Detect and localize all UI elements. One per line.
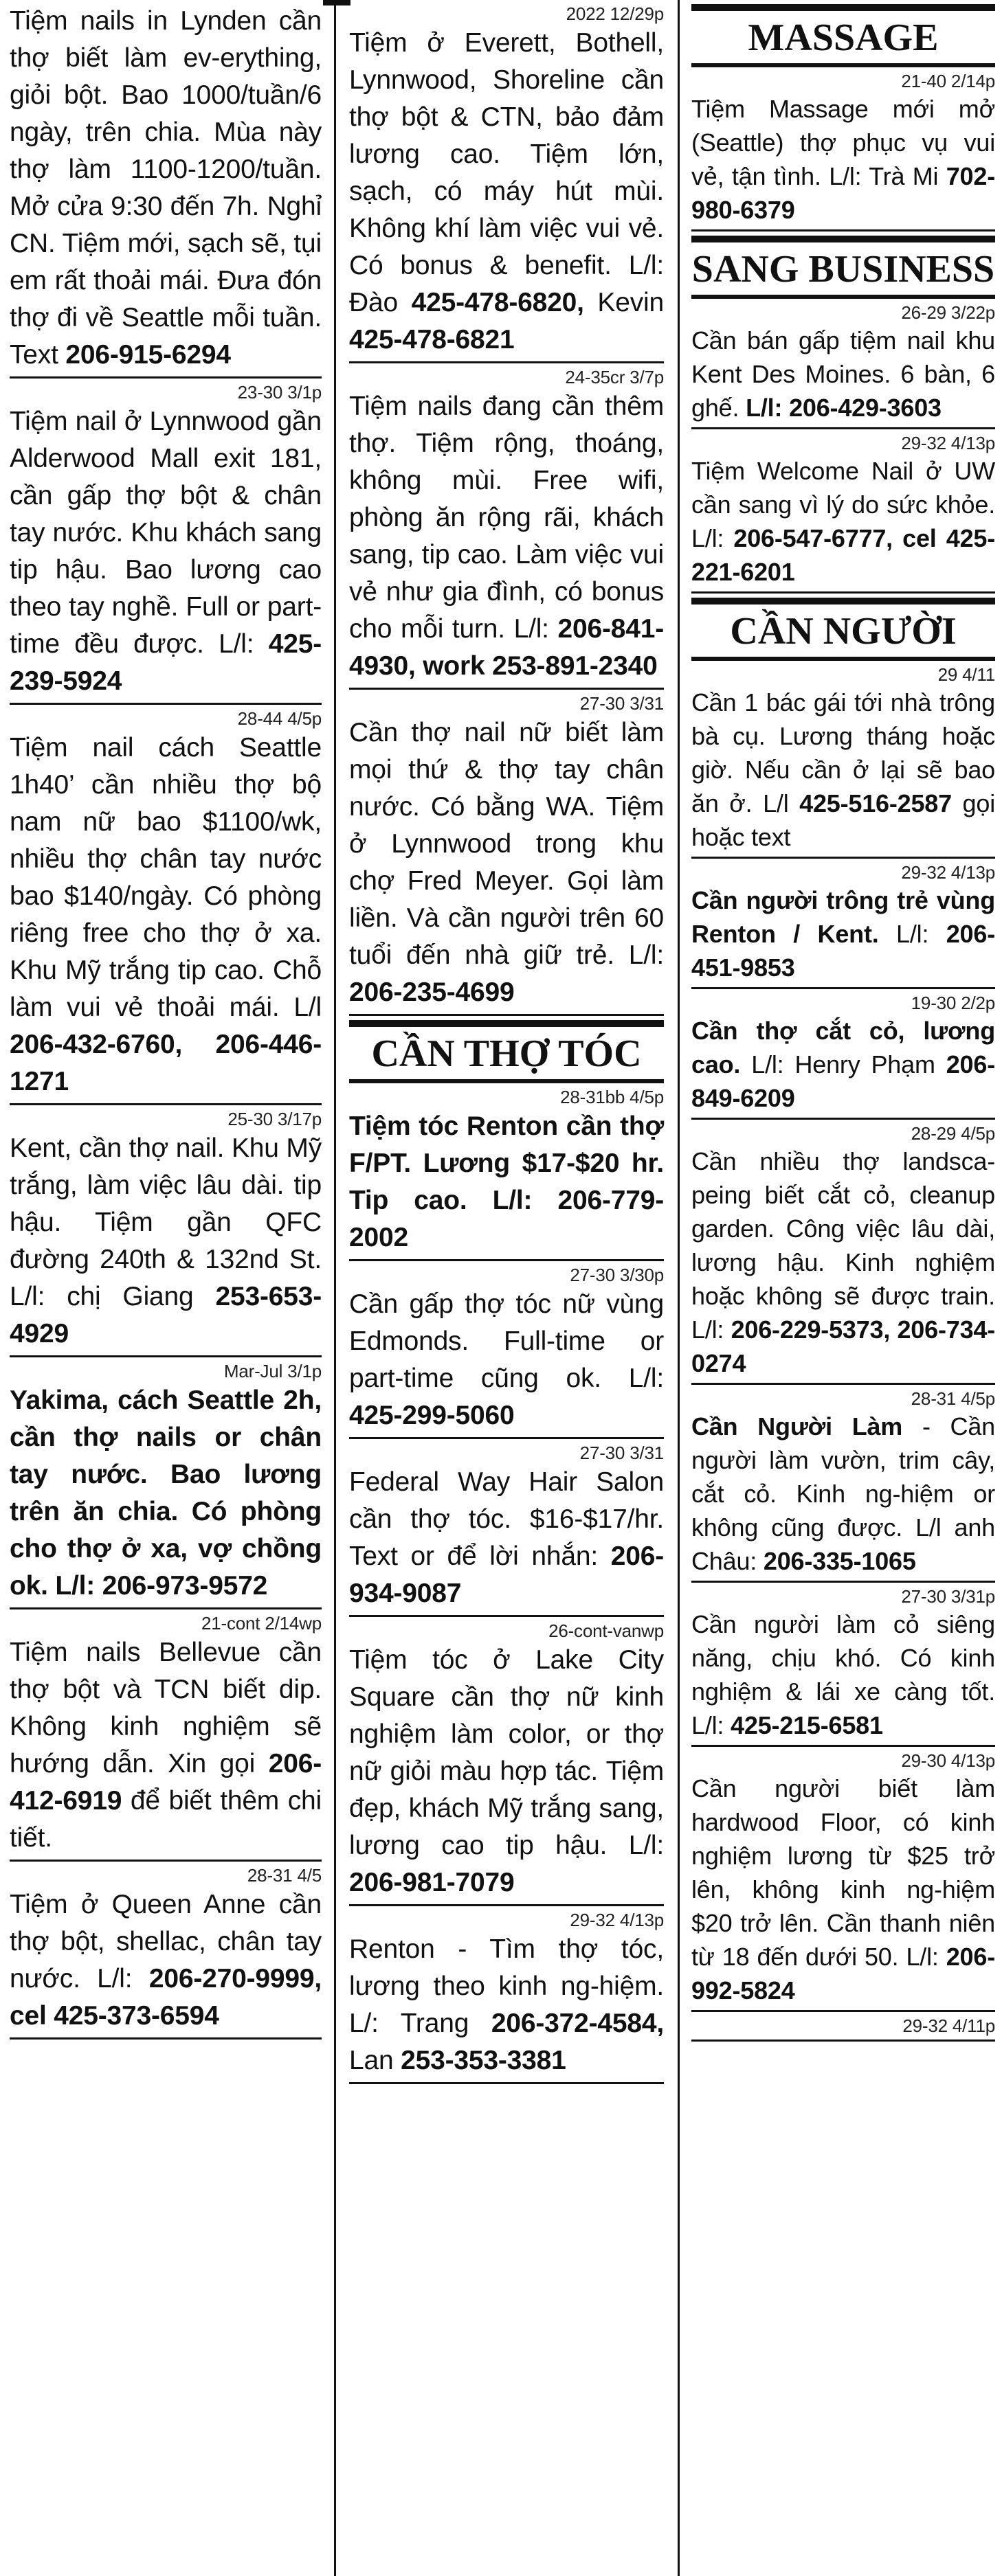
ad-body-text: Cần người biết làm hardwood Floor, có kinh nghiệm lương từ $25 trở lên, không kinh ng-hiệm $20 trở lên. Cần thanh niên từ 18 đến dưới 50. L/l: (691, 1774, 995, 1971)
ad-text (10, 1634, 322, 1857)
ad-code: 19-30 2/2p (911, 993, 995, 1013)
classified-ad (10, 1609, 322, 1862)
ad-text (691, 324, 995, 425)
ad-body-text: Kevin (583, 288, 664, 317)
ad-code: 27-30 3/31p (901, 1586, 995, 1607)
ad-contact: 206-412-6919 (10, 1749, 322, 1816)
ad-code: 28-29 4/5p (911, 1123, 995, 1144)
ad-code: 29-32 4/11p (902, 2015, 995, 2036)
ad-contact: 425-478-6820, (411, 288, 584, 317)
ad-text (10, 1130, 322, 1353)
ad-body-text: L/l: Henry Phạm (740, 1050, 946, 1078)
ad-contact: 253-353-3381 (401, 2046, 566, 2075)
ad-code: 26-29 3/22p (901, 302, 995, 323)
classified-ad (691, 661, 995, 859)
ad-contact: Yakima, cách Seattle 2h, cần thợ nails or chân tay nước. Bao lương trên ăn chia. Có phòng cho thợ ở xa, vợ chồng ok. L/l: 206-973-9572 (10, 1386, 322, 1601)
ad-text (691, 1607, 995, 1742)
ad-contact: 206-372-4584, (491, 2009, 664, 2038)
classified-ad (691, 989, 995, 1120)
ad-body-text: Renton - Tìm thợ tóc, lương theo kinh ng-hiệm. L/: Trang (349, 1934, 664, 2038)
ad-body-text: - Cần người làm vườn, trim cây, cắt cỏ. Kinh ng-hiệm or không cũng được. L/l anh Châu: (691, 1412, 995, 1575)
ad-body-text: gọi hoặc text (691, 789, 995, 851)
ad-code: Mar-Jul 3/1p (223, 1361, 322, 1381)
classified-ad (10, 379, 322, 705)
ad-text (349, 1931, 664, 2079)
ad-text (349, 714, 664, 1011)
ad-contact: 425-299-5060 (349, 1401, 515, 1430)
ad-code: 28-44 4/5p (237, 708, 322, 729)
ad-text (349, 25, 664, 359)
ad-code: 27-30 3/30p (570, 1265, 664, 1285)
ad-text (10, 1886, 322, 2035)
ad-body-text: Tiệm tóc ở Lake City Square cần thợ nữ kinh nghiệm làm color, or thợ nữ giỏi màu hợp tác. Tiệm đẹp, khách Mỹ trắng sang, lương cao tip hậu. L/l: (349, 1645, 664, 1860)
column-nail-ads (0, 0, 331, 2576)
ad-contact: 206-235-4699 (349, 978, 515, 1007)
ad-text (691, 1772, 995, 2007)
section-heading: MASSAGE (691, 4, 995, 67)
ad-contact: Cần người trông trẻ vùng Renton / Kent. (691, 886, 995, 948)
ad-contact: 425-516-2587 (799, 789, 952, 817)
ad-contact: 206-335-1065 (763, 1547, 916, 1575)
classified-ad (691, 67, 995, 231)
classified-ad (349, 690, 664, 1016)
classified-ad (349, 1439, 664, 1617)
classified-ad (691, 1120, 995, 1385)
ad-contact: Cần thợ cắt cỏ, lương cao. (691, 1017, 995, 1078)
ad-text (691, 1144, 995, 1380)
classified-ad (349, 1083, 664, 1261)
ad-body-text: Lan (349, 2046, 401, 2075)
classified-ad (349, 1906, 664, 2084)
ad-text (10, 1382, 322, 1605)
classified-ad (349, 363, 664, 690)
ad-contact: Tiệm tóc Renton cần thợ F/PT. Lương $17-$20 hr. Tip cao. L/l: 206-779-2002 (349, 1111, 664, 1252)
ad-code: 29-32 4/13p (901, 433, 995, 453)
ad-code: 29-32 4/13p (570, 1910, 664, 1930)
ad-contact: 206-849-6209 (691, 1050, 995, 1112)
classified-ad (691, 299, 995, 429)
ad-body-text: L/l: (878, 920, 946, 948)
classified-ad (691, 1583, 995, 1747)
ad-body-text: để biết thêm chi tiết. (10, 1786, 322, 1853)
section-heading: SANG BUSINESS (691, 236, 995, 299)
ad-contact: 206-229-5373, 206-734-0274 (691, 1315, 995, 1377)
ad-contact: 425-215-6581 (731, 1711, 883, 1739)
ad-contact: 206-841-4930, work 253-891-2340 (349, 614, 664, 681)
ad-text (691, 454, 995, 589)
ad-text (691, 1410, 995, 1578)
classified-ad (691, 859, 995, 989)
column-misc-ads (682, 0, 1002, 2576)
ad-body-text: Cần gấp thợ tóc nữ vùng Edmonds. Full-time or part-time cũng ok. L/l: (349, 1289, 664, 1393)
ad-body-text: Tiệm nails in Lynden cần thợ biết làm ev-erything, giỏi bột. Bao 1000/tuần/6 ngày, trên chia. Mùa này thợ làm 1100-1200/tuần. Mở cửa 9:30 đến 7h. Nghỉ CN. Tiệm mới, sạch sẽ, tụi em rất thoải mái. Đưa đón thợ đi về Seattle mỗi tuần. Text (10, 6, 322, 370)
ad-body-text: Tiệm ở Everett, Bothell, Lynnwood, Shoreline cần thợ bột & CTN, bảo đảm lương cao. Tiệm lớn, sạch, có máy hút mùi. Không khí làm việc vui vẻ. Có bonus & benefit. L/l: Đào (349, 28, 664, 317)
ad-body-text: Tiệm nail cách Seattle 1h40’ cần nhiều thợ bộ nam nữ bao $1100/wk, nhiều thợ chân tay nước bao $140/ngày. Có phòng riêng free cho thợ ở xa. Khu Mỹ trắng tip cao. Chỗ làm vui vẻ thoải mái. L/l (10, 733, 322, 1022)
ad-body-text: Cần thợ nail nữ biết làm mọi thứ & thợ tay chân nước. Có bằng WA. Tiệm ở Lynnwood trong khu chợ Fred Meyer. Gọi làm liền. Và cần người trên 60 tuổi đến nhà giữ trẻ. L/l: (349, 718, 664, 970)
ad-body-text: Cần 1 bác gái tới nhà trông bà cụ. Lương tháng hoặc giờ. Nếu cần ở lại sẽ bao ăn ở. L/l (691, 688, 995, 817)
ad-contact: 206-270-9999, cel 425-373-6594 (10, 1964, 322, 2031)
ad-code: 21-40 2/14p (901, 71, 995, 91)
ad-code: 28-31bb 4/5p (560, 1087, 664, 1107)
ad-contact: 206-934-9087 (349, 1541, 664, 1608)
ad-body-text: Cần người làm cỏ siêng năng, chịu khó. Có kinh nghiệm & lái xe càng tốt. L/l: (691, 1610, 995, 1739)
ad-text (349, 1286, 664, 1434)
ad-code: 29-30 4/13p (901, 1750, 995, 1771)
ad-contact: Cần Người Làm (691, 1412, 903, 1440)
ad-code: 29 4/11 (937, 664, 995, 685)
classified-ad (10, 1862, 322, 2040)
ad-contact: 253-653-4929 (10, 1282, 322, 1348)
ad-contact: 206-981-7079 (349, 1868, 515, 1897)
classified-ad (691, 1385, 995, 1583)
section-heading: CẦN NGƯỜI (691, 598, 995, 661)
ad-code: 24-35cr 3/7p (565, 367, 664, 387)
ad-body-text: Tiệm nails Bellevue cần thợ bột và TCN biết dip. Không kinh nghiệm sẽ hướng dẫn. Xin gọi (10, 1638, 322, 1778)
classified-ad (349, 0, 664, 363)
ad-code: 26-cont-vanwp (548, 1620, 664, 1641)
ad-text (10, 3, 322, 374)
ad-text (349, 1464, 664, 1612)
classified-ad (691, 1747, 995, 2012)
ad-code: 29-32 4/13p (901, 862, 995, 883)
ad-code: 27-30 3/31 (579, 1443, 664, 1463)
ad-contact: 206-915-6294 (65, 340, 231, 370)
ad-body-text: Tiệm ở Queen Anne cần thợ bột, shellac, chân tay nước. L/l: (10, 1890, 322, 1993)
ad-body-text: Tiệm nail ở Lynnwood gần Alderwood Mall exit 181, cần gấp thợ bột & chân tay nước. Khu khách sang tip hậu. Bao lương cao theo tay nghề. Full or part-time đều được. L/l: (10, 407, 322, 659)
ad-contact: 206-547-6777, cel 425-221-6201 (691, 524, 995, 586)
classified-ad (10, 1357, 322, 1609)
ad-text (349, 1108, 664, 1256)
ad-text (349, 1642, 664, 1901)
column-divider (334, 0, 336, 2576)
ad-code: 23-30 3/1p (237, 382, 322, 403)
ad-text (691, 92, 995, 227)
ad-body-text: Cần nhiều thợ landsca-peing biết cắt cỏ, cleanup garden. Công việc lâu dài, lương hậu. Kinh nghiệm hoặc không sẽ được train. L/l: (691, 1147, 995, 1344)
column-hair-ads (339, 0, 673, 2576)
ad-code: 28-31 4/5 (247, 1865, 322, 1886)
ad-body-text: Kent, cần thợ nail. Khu Mỹ trắng, làm việc lâu dài. tip hậu. Tiệm gần QFC đường 240th & 132nd St. L/l: chị Giang (10, 1133, 322, 1311)
ad-contact: 206-432-6760, 206-446-1271 (10, 1030, 322, 1096)
section-heading: CẦN THỢ TÓC (349, 1020, 664, 1083)
classified-ad (691, 2012, 995, 2042)
ad-text (691, 883, 995, 984)
ad-code: 2022 12/29p (566, 3, 664, 24)
classified-ad (349, 1617, 664, 1906)
ad-contact: 206-992-5824 (691, 1943, 995, 2004)
ad-text (10, 403, 322, 700)
classified-ad (349, 1261, 664, 1439)
ad-text (10, 730, 322, 1100)
ad-contact: 702-980-6379 (691, 162, 995, 224)
classified-ad (691, 429, 995, 594)
ad-text (691, 1014, 995, 1115)
ad-code: 25-30 3/17p (227, 1109, 322, 1129)
ad-code: 28-31 4/5p (911, 1388, 995, 1409)
column-divider (678, 0, 680, 2576)
ad-text (691, 686, 995, 854)
ad-text (349, 388, 664, 685)
ad-body-text: Tiệm Welcome Nail ở UW cần sang vì lý do sức khỏe. L/l: (691, 457, 995, 552)
ad-code: 27-30 3/31 (579, 693, 664, 714)
classified-ad (10, 1105, 322, 1357)
ad-contact: 425-239-5924 (10, 629, 322, 696)
ad-body-text: Federal Way Hair Salon cần thợ tóc. $16-$17/hr. Text or để lời nhắn: (349, 1467, 664, 1571)
ad-contact: 206-451-9853 (691, 920, 995, 982)
classified-ad (10, 0, 322, 379)
ad-code: 21-cont 2/14wp (201, 1613, 322, 1634)
ad-body-text: Cần bán gấp tiệm nail khu Kent Des Moines. 6 bàn, 6 ghế. (691, 326, 995, 422)
ad-body-text: Tiệm Massage mới mở (Seattle) thợ phục vụ vui vẻ, tận tình. L/l: Trà Mi (691, 95, 995, 190)
classified-ad (10, 705, 322, 1105)
ad-body-text: Tiệm nails đang cần thêm thợ. Tiệm rộng, thoáng, không mùi. Free wifi, phòng ăn rộng rãi, khách sang, tip cao. Làm việc vui vẻ như gia đình, có bonus cho mỗi turn. L/l: (349, 392, 664, 644)
ad-contact: L/l: 206-429-3603 (746, 394, 942, 422)
ad-contact: 425-478-6821 (349, 325, 515, 354)
